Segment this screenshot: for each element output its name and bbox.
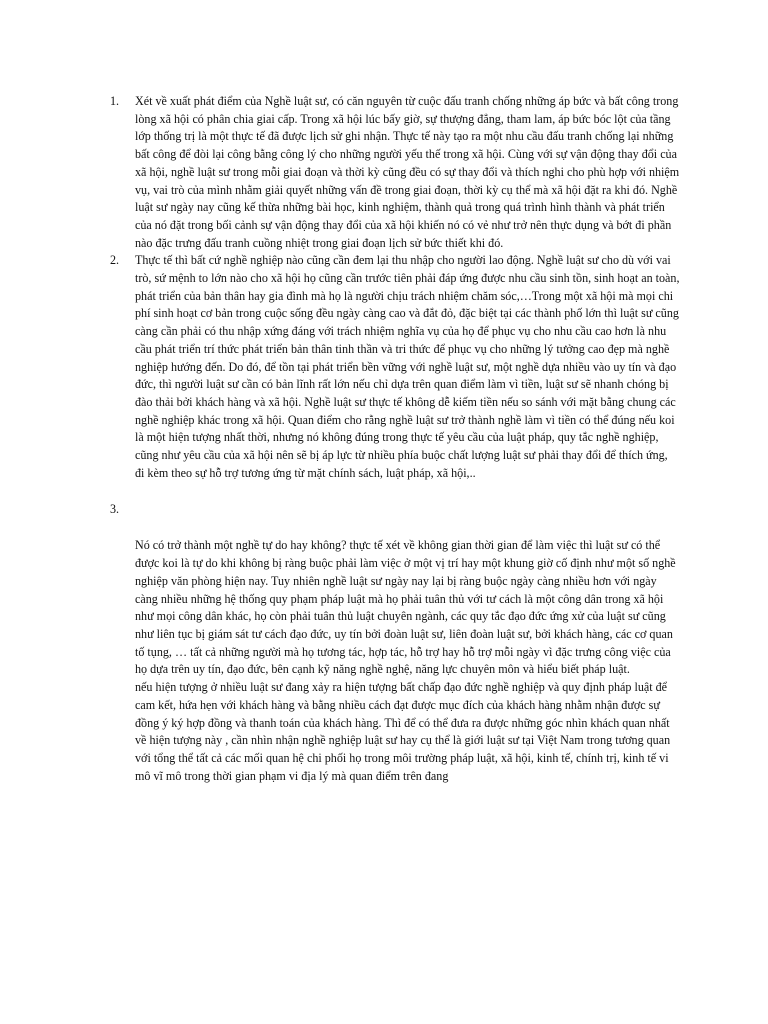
list-number: 3. <box>110 502 120 517</box>
paragraph-3: Nó có trở thành một nghề tự do hay không? thực tế xét về không gian thời gian để làm việc thì luật sư có thể được koi là tự do khi không bị ràng buộc phải làm việc ở một vị trí hay một khung giờ cố định như một số nghề nghiệp văn phòng hiện nay. Tuy nhiên nghề luật sư ngày nay lại bị ràng buộc ngày càng nhiều hơn với ngày càng nhiều những hệ thống quy phạm pháp luật mà họ phải tuân thủ với tư cách là một công dân trong xã hội như mọi công dân khác, họ còn phải tuân thủ luật chuyên ngành, các quy tắc đạo đức ứng xử của luật sư cũng như liên tục bị giám sát tư cách đạo đức, uy tín bởi đoàn luật sư, liên đoàn luật sư, bởi khách hàng, các cơ quan tố tụng, … tất cả những người mà họ tương tác, hợp tác, hỗ trợ hay hỗ trợ mỗi ngày vì đặc trưng công việc của họ dựa trên uy tín, đạo đức, bên cạnh kỹ năng nghề nghệ, năng lực chuyên môn và hiểu biết pháp luật. <box>135 538 676 677</box>
list-item-3 <box>110 501 680 785</box>
list-item-2 <box>110 252 680 482</box>
list-number: 1. <box>110 94 120 108</box>
list-number: 2. <box>110 253 120 268</box>
numbered-list <box>110 93 680 785</box>
blank-line <box>135 501 680 519</box>
paragraph-2: Thực tế thì bất cứ nghề nghiệp nào cũng cần đem lại thu nhập cho người lao động. Nghề luật sư cho dù với vai trò, sứ mệnh to lớn nào cho xã hội họ cũng cần trước tiên phải đáp ứng được nhu cầu sinh tồn, sinh hoạt an toàn, phát triển của bản thân hay gia đình mà họ là người chịu trách nhiệm chăm sóc,…Trong một xã hội mà mọi chi phí sinh hoạt cơ bản trong cuộc sống đều ngày càng cao và đắt đỏ, đặc biệt tại các thành phố lớn thì luật sư cũng càng cần phải có thu nhập xứng đáng với trách nhiệm nghĩa vụ của họ để phục vụ cho nhu cầu cao hơn là nhu cầu phát triển trí thức phát triển bản thân tinh thần và tri thức để phục vụ cho những lý tưởng cao đẹp mà nghề nghiệp hướng đến. Do đó, để tồn tại phát triển bền vững với nghề luật sư, một nghề dựa nhiều vào uy tín và đạo đức, thì người luật sư cần có bản lĩnh rất lớn nếu chỉ dựa trên quan điểm làm vì tiền, luật sư sẽ nhanh chóng bị đào thải bởi khách hàng và xã hội. Nghề luật sư thực tế không dễ kiếm tiền nếu so sánh với mặt bằng chung các nghề nghiệp khác trong xã hội. Quan điểm cho rằng nghề luật sư trở thành nghề làm vì tiền có thể đúng nếu koi là một hiện tượng nhất thời, nhưng nó không đúng trong thực tế yêu cầu của luật pháp, quy tắc nghề nghiệp, cũng như yêu cầu của xã hội nên sẽ bị áp lực từ nhiều phía buộc chất lượng luật sư phải thay đổi để thích ứng, đi kèm theo sự hỗ trợ tương ứng từ mặt chính sách, luật pháp, xã hội,.. <box>135 253 680 480</box>
blank-line <box>135 519 680 537</box>
paragraph-4: nếu hiện tượng ở nhiều luật sư đang xảy ra hiện tượng bất chấp đạo đức nghề nghiệp và quy định pháp luật để cam kết, hứa hẹn với khách hàng và bằng nhiều cách đạt được mục đích của khách hàng nhằm nhận được sự đồng ý ký hợp đồng và thanh toán của khách hàng. Thì để có thể đưa ra được những góc nhìn khách quan nhất về hiện tượng này , cần nhìn nhận nghề nghiệp luật sư hay cụ thể là giới luật sư tại Việt Nam trong tương quan với tổng thể tất cả các mối quan hệ chi phối họ trong môi trường pháp luật, xã hội, kinh tế, chính trị, kinh tế vi mô vĩ mô trong thời gian phạm vi địa lý mà quan điểm trên đang <box>135 680 671 783</box>
list-item-1 <box>110 93 680 252</box>
paragraph-1: Xét về xuất phát điểm của Nghề luật sư, có căn nguyên từ cuộc đấu tranh chống những áp bức và bất công trong lòng xã hội có phân chia giai cấp. Trong xã hội lúc bấy giờ, sự thượng đẳng, tham lam, áp bức bóc lột của tầng lớp thống trị là một thực tế đã được lịch sử ghi nhận. Thực tế này tạo ra một nhu cầu đấu tranh chống lại những bất công để đòi lại công bằng công lý cho những người yếu thế trong xã hội. Cùng với sự vận động thay đổi của xã hội, nghề luật sư trong mỗi giai đoạn và thời kỳ cũng đều có sự thay đổi và thích nghi cho phù hợp với nhiệm vụ, vai trò của mình nhằm giải quyết những vấn đề trong giai đoạn, thời kỳ cụ thể mà xã hội đặt ra khi đó. Nghề luật sư ngày nay cũng kế thừa những bài học, kinh nghiệm, thành quả trong quá trình hình thành và phát triển của nó đặt trong bối cảnh sự vận động thay đổi của xã hội khiến nó có vẻ như trở nên thực dụng và bớt đi phần nào đặc trưng đấu tranh cuồng nhiệt trong giai đoạn lịch sử bức thiết khi đó. <box>135 94 680 250</box>
